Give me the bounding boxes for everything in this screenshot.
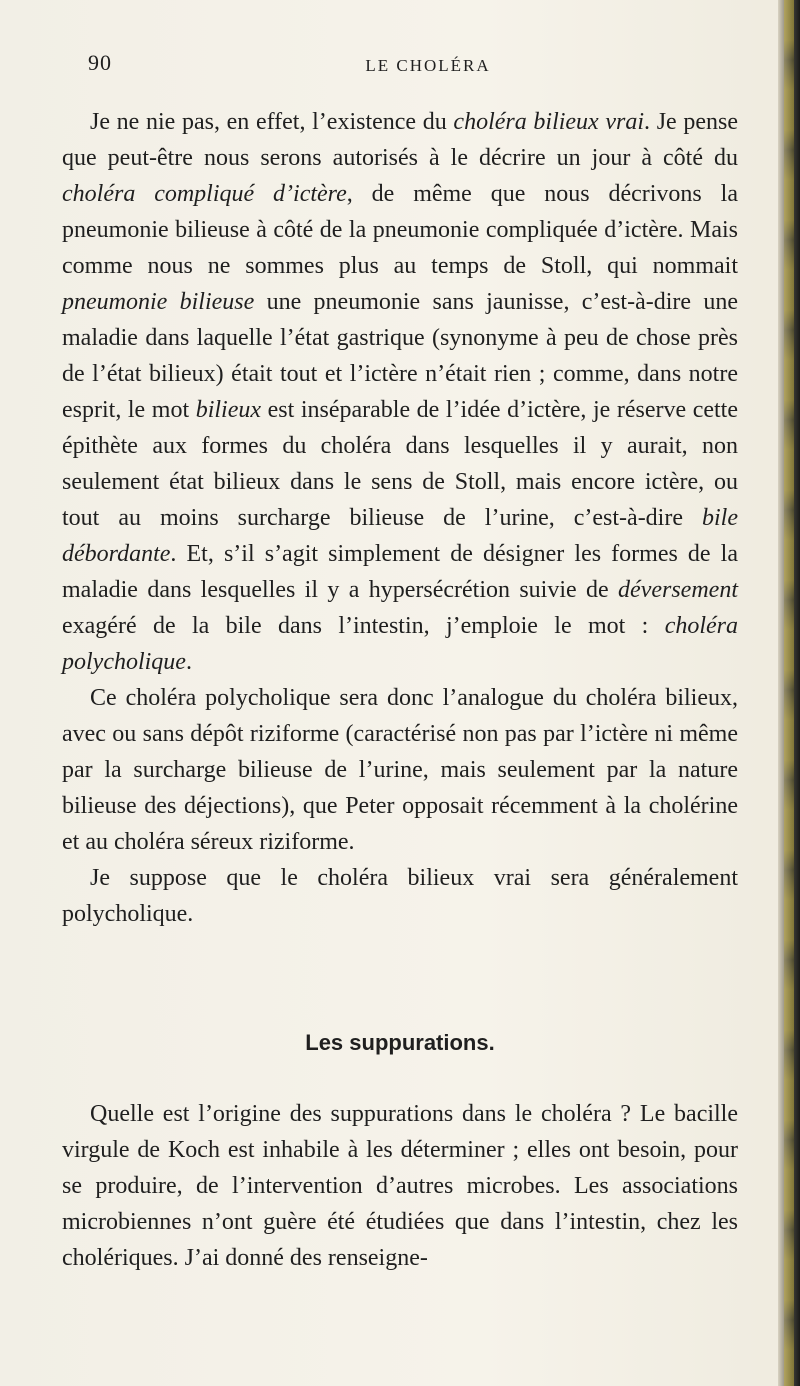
italic-text: déversement — [618, 577, 738, 603]
italic-text: choléra bilieux vrai — [453, 109, 645, 135]
paragraph — [62, 104, 738, 680]
text-run: Ce choléra polycholique sera donc l’analogue du choléra bilieux, avec ou sans dépôt riziforme (caractérisé non pas par l’ictère ni même par la surcharge bilieuse de l’urine, mais seulement par la nature bilieuse des déjections), que Peter opposait récemment à la cholérine et au choléra séreux riziforme. — [62, 685, 738, 855]
italic-text: choléra compliqué d’ictère — [62, 181, 347, 207]
text-run: une pneumonie sans jaunisse, c’est-à-dire une maladie dans laquelle l’état gastrique (synonyme à peu de chose près de l’état bilieux) était tout et l’ictère n’était rien ; comme, dans notre esprit, le mot — [62, 289, 738, 423]
text-run: Je ne nie pas, en effet, l’existence du — [90, 109, 454, 135]
text-run: . Et, s’il s’agit simplement de désigner les formes de la maladie dans lesquelles il y a hypersécrétion suivie de — [62, 541, 738, 603]
italic-text: bile débordante — [62, 505, 738, 567]
running-head: LE CHOLÉRA — [365, 56, 491, 75]
paragraph — [62, 860, 738, 932]
text-run: est inséparable de l’idée d’ictère, je réserve cette épithète aux formes du choléra dans lesquelles il y aurait, non seulement état bilieux dans le sens de Stoll, mais encore ictère, ou tout au moins surcharge bilieuse de l’urine, c’est-à-dire — [62, 397, 738, 531]
binding-tint — [784, 0, 794, 1386]
text-run: Je suppose que le choléra bilieux vrai sera généralement polycholique. — [62, 865, 738, 927]
text-run: . Je pense que peut-être nous serons autorisés à le décrire un jour à côté du — [62, 109, 739, 171]
section-body — [62, 1096, 738, 1276]
section-title: Les suppurations. — [305, 1030, 495, 1055]
italic-text: pneumonie bilieuse — [62, 289, 255, 315]
text-run: , de même que nous décrivons la pneumonie bilieuse à côté de la pneumonie compliquée d’ictère. Mais comme nous ne sommes plus au temps de Stoll, qui nommait — [62, 181, 738, 279]
page-header — [88, 50, 768, 86]
italic-text: choléra polycholique — [62, 613, 738, 675]
body-text — [62, 104, 738, 932]
page-number: 90 — [88, 50, 112, 75]
paragraph — [62, 680, 738, 860]
paragraph — [62, 1096, 738, 1276]
italic-text: bilieux — [195, 397, 262, 423]
text-run: Quelle est l’origine des suppurations dans le choléra ? Le bacille virgule de Koch est inhabile à les déterminer ; elles ont besoin, pour se produire, de l’intervention d’autres microbes. Les associations microbiennes n’ont guère été étudiées que dans l’intestin, chez les cholériques. J’ai donné des renseigne- — [62, 1101, 738, 1271]
text-run: . — [185, 649, 192, 675]
text-run: exagéré de la bile dans l’intestin, j’emploie le mot : — [62, 613, 665, 639]
